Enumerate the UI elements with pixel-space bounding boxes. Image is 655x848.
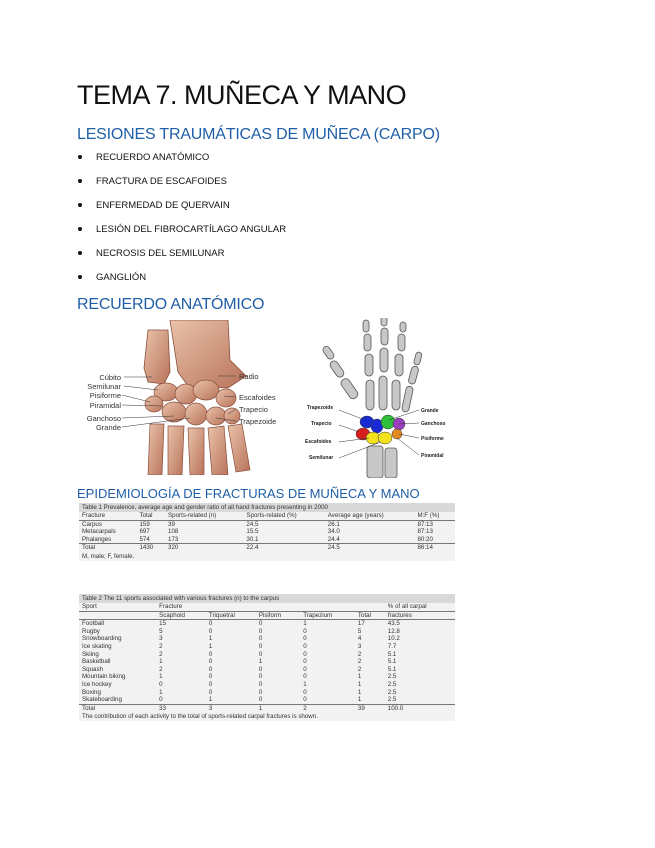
cell: 320 — [168, 544, 179, 552]
cell: 1 — [258, 704, 263, 712]
col-header: Scaphoid — [159, 611, 185, 619]
cell: 26.1 — [327, 520, 340, 528]
cell: 1 — [303, 680, 307, 688]
col-header: % of all carpal — [387, 603, 427, 610]
cell: 0 — [208, 620, 213, 628]
cell: 0 — [303, 642, 307, 650]
col-header: Fracture — [82, 512, 106, 519]
list-item — [78, 217, 286, 241]
label-radio: Radio — [239, 372, 259, 381]
table-row — [79, 651, 455, 659]
list-item — [78, 265, 286, 289]
list-item-label: FRACTURA DE ESCAFOIDES — [96, 175, 227, 187]
cell: 24.5 — [246, 520, 259, 528]
cell: 7.7 — [387, 642, 397, 650]
cell: Snowboarding — [82, 635, 122, 643]
topic-list — [78, 145, 286, 289]
cell: 2.5 — [387, 673, 397, 681]
table-total-row — [79, 544, 455, 552]
cell: 39 — [357, 704, 365, 712]
table-note: The contribution of each activity to the total of sports-related carpal fractures is shown. — [82, 713, 318, 721]
list-item-label: RECUERDO ANATÓMICO — [96, 151, 210, 163]
section-heading-recuerdo: RECUERDO ANATÓMICO — [77, 296, 265, 313]
cell: 22.4 — [246, 544, 259, 552]
cell: 5 — [357, 627, 362, 635]
cell: Rugby — [82, 627, 100, 635]
cell: 2 — [357, 658, 362, 666]
label-grande: Grande — [95, 423, 121, 432]
cell: 15 — [159, 620, 167, 628]
col-header: Pisiform — [258, 611, 282, 619]
col-header: Trapezium — [303, 611, 333, 619]
list-item — [78, 241, 286, 265]
table-caption: Table 1 Prevalence, average age and gender ratio of all hand fractures presenting in 2000 — [79, 503, 455, 512]
bullet-icon — [78, 275, 82, 279]
cell: 2.5 — [387, 680, 397, 688]
cell: 108 — [168, 528, 179, 536]
cell: 39 — [168, 520, 175, 528]
cell: 100.0 — [387, 704, 404, 712]
cell: 3 — [208, 704, 213, 712]
cell: 0 — [258, 627, 263, 635]
cell: 0 — [303, 688, 307, 696]
cell: Boxing — [82, 688, 101, 696]
forearm-bones — [367, 446, 397, 478]
table-row — [79, 681, 455, 689]
cell: 1 — [159, 673, 163, 681]
cell: Ice hockey — [82, 680, 112, 688]
cell: 574 — [139, 535, 150, 543]
cell: 3 — [159, 635, 163, 643]
bullet-icon — [78, 203, 82, 207]
col-header — [355, 603, 385, 611]
cell: 0 — [258, 620, 263, 628]
cell: 0 — [258, 688, 263, 696]
cell: 86:14 — [417, 544, 433, 552]
bullet-icon — [78, 251, 82, 255]
hand-skeleton-figure — [305, 318, 465, 478]
cell: 5.1 — [387, 658, 397, 666]
section-heading-epidemiologia: EPIDEMIOLOGÍA DE FRACTURAS DE MUÑECA Y MANO — [77, 486, 420, 501]
cell: 159 — [139, 520, 150, 528]
cell: 2 — [303, 704, 307, 712]
cell: 3 — [357, 642, 362, 650]
cell: 0 — [208, 627, 213, 635]
cell: 2.5 — [387, 696, 397, 704]
list-item — [78, 193, 286, 217]
label-grande: Grande — [421, 408, 439, 414]
cell: 1 — [159, 658, 163, 666]
cell: Carpus — [82, 520, 102, 528]
cell: Ice skating — [82, 642, 112, 650]
table-row — [79, 520, 455, 528]
label-escafoides: Escafoides — [239, 393, 276, 402]
label-trapecio: Trapecio — [239, 405, 268, 414]
cell: 24.5 — [327, 544, 340, 552]
cell: 0 — [303, 627, 307, 635]
cell: 15.5 — [246, 528, 259, 536]
table-row — [79, 666, 455, 674]
table-row — [79, 628, 455, 636]
cell: 0 — [303, 696, 307, 704]
label-pisiforme: Pisiforme — [421, 436, 444, 442]
cell: 5.1 — [387, 665, 397, 673]
bullet-icon — [78, 155, 82, 159]
col-header: Triquetral — [208, 611, 235, 619]
cell: 173 — [168, 535, 179, 543]
cell: 0 — [208, 680, 213, 688]
cell: 80:20 — [417, 535, 433, 543]
cell: 0 — [208, 688, 213, 696]
list-item-label: ENFERMEDAD DE QUERVAIN — [96, 199, 230, 211]
metacarpal-bones — [148, 424, 250, 475]
col-header: fractures — [387, 611, 412, 619]
col-header — [206, 603, 256, 611]
table-1-grid — [79, 512, 455, 552]
cell: 1 — [357, 688, 362, 696]
section-heading-lesiones: LESIONES TRAUMÁTICAS DE MUÑECA (CARPO) — [77, 126, 440, 143]
cell: 0 — [208, 665, 213, 673]
label-escafoides: Escafoides — [305, 439, 332, 445]
ulna-bone — [144, 330, 170, 384]
cell: 0 — [303, 673, 307, 681]
cell: 0 — [208, 658, 213, 666]
list-item-label: LESIÓN DEL FIBROCARTÍLAGO ANGULAR — [96, 223, 287, 235]
table-caption: Table 2 The 11 sports associated with various fractures (n) to the carpus — [79, 594, 455, 603]
col-header: Sports-related (%) — [246, 512, 297, 519]
table-row — [79, 673, 455, 681]
table-2-grid — [79, 603, 455, 712]
cell: 10.2 — [387, 635, 400, 643]
col-header: Total — [357, 611, 371, 619]
col-header: Total — [139, 512, 153, 519]
cell: 87:13 — [417, 528, 433, 536]
table-row — [79, 689, 455, 697]
label-ganchoso: Ganchoso — [421, 421, 446, 427]
finger-bones — [322, 318, 423, 413]
cell: Total — [82, 544, 96, 552]
table-row — [79, 658, 455, 666]
cell: 0 — [208, 673, 213, 681]
label-trapecio: Trapecio — [311, 421, 332, 427]
table-total-row — [79, 704, 455, 712]
cell: 1 — [208, 635, 213, 643]
cell: 0 — [303, 650, 307, 658]
label-semilunar: Semilunar — [87, 382, 121, 391]
table-row — [79, 696, 455, 704]
table-1 — [79, 503, 455, 561]
cell: 0 — [258, 673, 263, 681]
cell: Skateboarding — [82, 696, 122, 704]
label-piramidal: Piramidal — [89, 401, 121, 410]
label-trapezoide: Trapezoide — [307, 405, 334, 411]
label-trapezoide: Trapezoide — [239, 417, 277, 426]
cell: Football — [82, 620, 105, 628]
wrist-anatomy-figure — [78, 320, 293, 475]
col-header — [256, 603, 300, 611]
cell: 4 — [357, 635, 362, 643]
cell: 0 — [258, 680, 263, 688]
col-header: Average age (years) — [327, 512, 384, 519]
cell: 2 — [159, 650, 163, 658]
cell: 12.8 — [387, 627, 400, 635]
cell: 2 — [357, 665, 362, 673]
cell: 0 — [258, 642, 263, 650]
col-header — [300, 603, 355, 611]
cell: Basketball — [82, 658, 111, 666]
page-title: TEMA 7. MUÑECA Y MANO — [77, 80, 407, 110]
cell: 2 — [159, 665, 163, 673]
cell: 1 — [357, 680, 362, 688]
label-semilunar: Semilunar — [309, 455, 334, 461]
cell: 0 — [258, 665, 263, 673]
cell: 0 — [258, 696, 263, 704]
cell: Metacarpals — [82, 528, 116, 536]
cell: 30.1 — [246, 535, 259, 543]
cell: 87:13 — [417, 520, 433, 528]
cell: 2 — [357, 650, 362, 658]
label-cubito: Cúbito — [99, 373, 121, 382]
cell: 1 — [357, 673, 362, 681]
cell: 1 — [159, 688, 163, 696]
table-note: M, male; F, female. — [82, 552, 135, 560]
cell: 0 — [258, 650, 263, 658]
cell: 43.5 — [387, 620, 400, 628]
cell: 5 — [159, 627, 163, 635]
cell: 1 — [258, 658, 263, 666]
cell: 697 — [139, 528, 150, 536]
cell: 2.5 — [387, 688, 397, 696]
cell: 2 — [159, 642, 163, 650]
cell: 5.1 — [387, 650, 397, 658]
radius-bone — [170, 320, 246, 388]
bullet-icon — [78, 179, 82, 183]
cell: 24.4 — [327, 535, 340, 543]
table-row — [79, 643, 455, 651]
cell: Skiing — [82, 650, 99, 658]
col-header: M:F (%) — [417, 512, 440, 519]
col-header — [79, 611, 156, 620]
cell: 0 — [303, 658, 307, 666]
cell: Phalanges — [82, 535, 112, 543]
cell: 1 — [357, 696, 362, 704]
cell: 0 — [159, 680, 163, 688]
cell: 0 — [258, 635, 263, 643]
cell: 1 — [208, 642, 213, 650]
cell: 17 — [357, 620, 365, 628]
cell: 0 — [159, 696, 163, 704]
cell: 1430 — [139, 544, 154, 552]
cell: 0 — [208, 650, 213, 658]
table-row — [79, 536, 455, 544]
table-2 — [79, 594, 455, 721]
cell: 34.0 — [327, 528, 340, 536]
cell: Total — [82, 704, 96, 712]
cell: 0 — [303, 635, 307, 643]
col-header: Sport — [82, 603, 97, 610]
list-item — [78, 169, 286, 193]
label-pisiforme: Pisiforme — [89, 391, 121, 400]
table-row — [79, 620, 455, 628]
table-row — [79, 528, 455, 536]
cell: 1 — [303, 620, 307, 628]
cell: 1 — [208, 696, 213, 704]
table-row — [79, 635, 455, 643]
cell: 0 — [303, 665, 307, 673]
label-ganchoso: Ganchoso — [86, 414, 121, 423]
label-piramidal: Piramidal — [421, 453, 444, 459]
cell: Mountain biking — [82, 673, 126, 681]
col-header: Sports-related (n) — [168, 512, 217, 519]
cell: Squash — [82, 665, 103, 673]
cell: 33 — [159, 704, 167, 712]
list-item-label: GANGLIÓN — [96, 271, 147, 283]
list-item — [78, 145, 286, 169]
bullet-icon — [78, 227, 82, 231]
list-item-label: NECROSIS DEL SEMILUNAR — [96, 247, 225, 259]
col-header: Fracture — [159, 603, 183, 610]
